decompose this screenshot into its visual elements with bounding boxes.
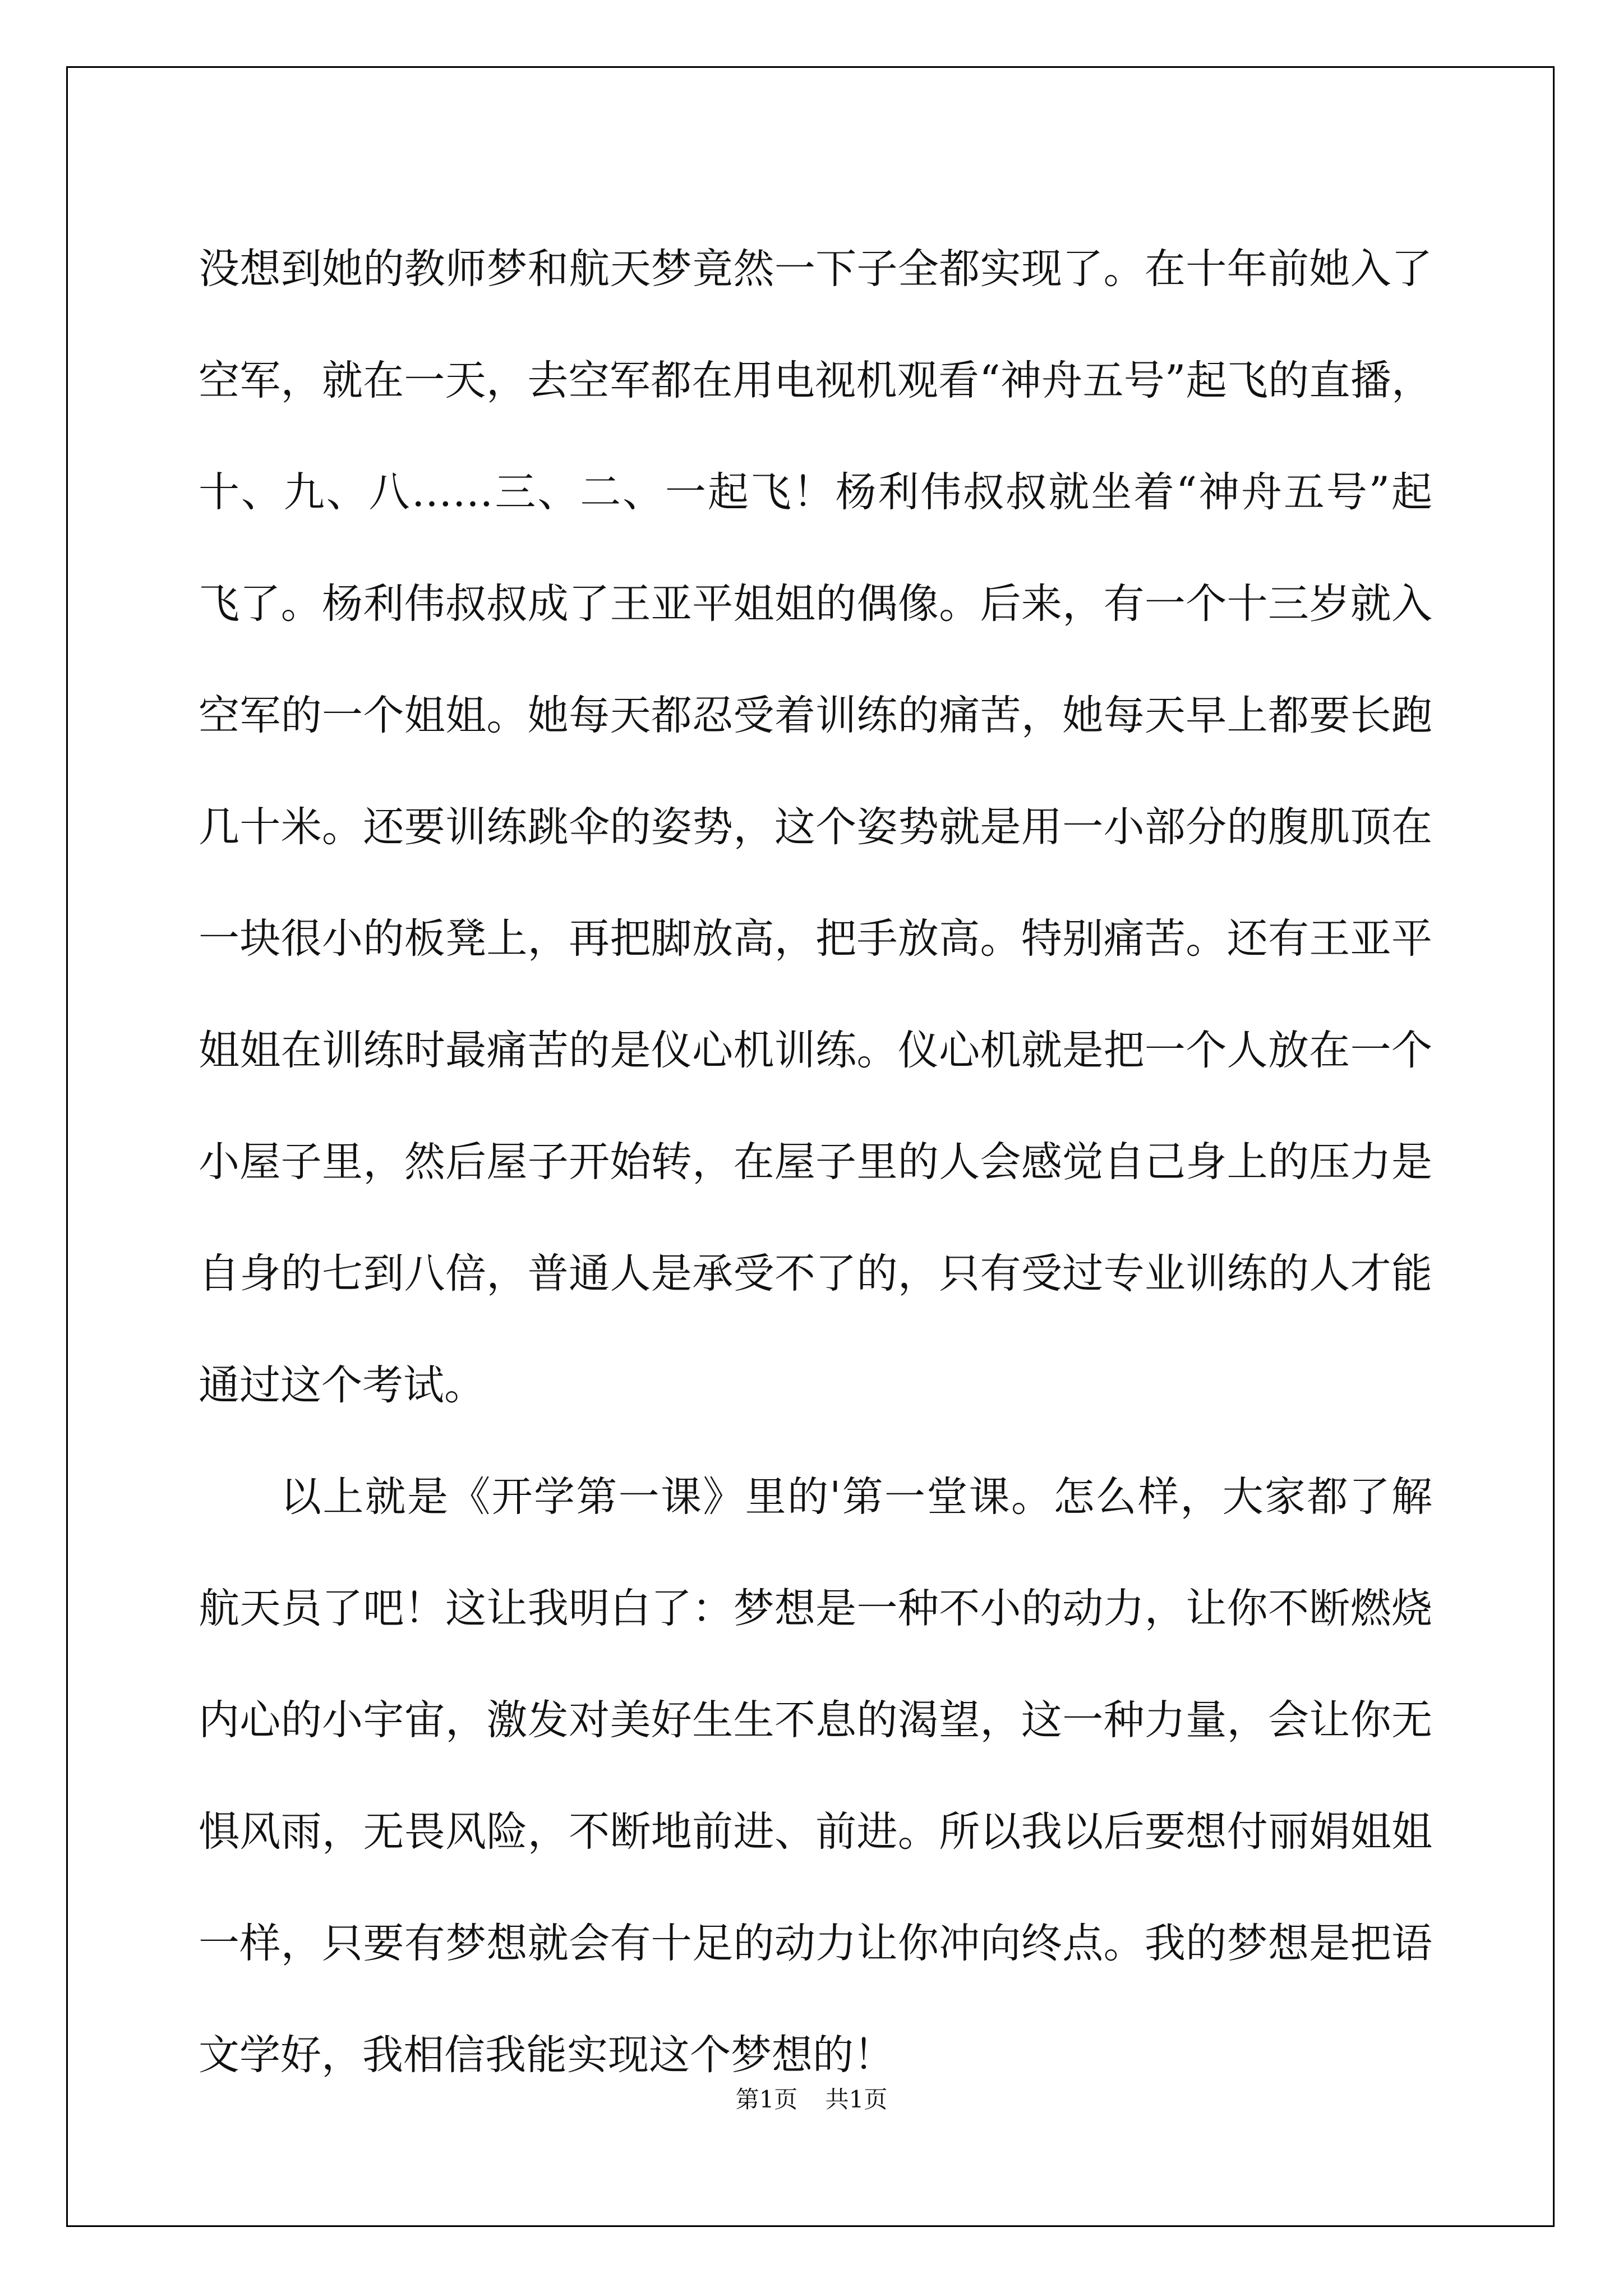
page-footer bbox=[0, 2081, 1623, 2115]
text-line: 空军，就在一天，去空军都在用电视机观看“神舟五号”起飞的直播， bbox=[199, 357, 1432, 404]
text-line: 没想到她的教师梦和航天梦竟然一下子全都实现了。在十年前她入了 bbox=[199, 245, 1432, 293]
text-line: 自身的七到八倍，普通人是承受不了的，只有受过专业训练的人才能 bbox=[199, 1250, 1432, 1297]
text-line: 几十米。还要训练跳伞的姿势，这个姿势就是用一小部分的腹肌顶在 bbox=[199, 803, 1432, 851]
text-line: 内心的小宇宙，激发对美好生生不息的渴望，这一种力量，会让你无 bbox=[199, 1696, 1432, 1744]
text-line: 一样，只要有梦想就会有十足的动力让你冲向终点。我的梦想是把语 bbox=[199, 1920, 1432, 1967]
text-line: 空军的一个姐姐。她每天都忍受着训练的痛苦，她每天早上都要长跑 bbox=[199, 692, 1432, 739]
page-number: 第1页 bbox=[735, 2086, 798, 2113]
text-line: 航天员了吧！这让我明白了：梦想是一种不小的动力，让你不断燃烧 bbox=[199, 1585, 1432, 1632]
text-line: 以上就是《开学第一课》里的'第一堂课。怎么样，大家都了解 bbox=[280, 1473, 1432, 1521]
text-line: 文学好，我相信我能实现这个梦想的！ bbox=[199, 2031, 895, 2079]
paragraph-2 bbox=[199, 1441, 1432, 2111]
text-line: 通过这个考试。 bbox=[199, 1361, 485, 1409]
text-line: 惧风雨，无畏风险，不断地前进、前进。所以我以后要想付丽娟姐姐 bbox=[199, 1808, 1432, 1856]
text-line: 十、九、八……三、二、一起飞！杨利伟叔叔就坐着“神舟五号”起 bbox=[199, 468, 1432, 516]
text-line: 一块很小的板凳上，再把脚放高，把手放高。特别痛苦。还有王亚平 bbox=[199, 915, 1432, 963]
paragraph-1 bbox=[199, 213, 1432, 1441]
document-body bbox=[199, 213, 1432, 2111]
page-total: 共1页 bbox=[825, 2086, 888, 2113]
text-line: 姐姐在训练时最痛苦的是仪心机训练。仪心机就是把一个人放在一个 bbox=[199, 1027, 1432, 1074]
text-line: 飞了。杨利伟叔叔成了王亚平姐姐的偶像。后来，有一个十三岁就入 bbox=[199, 580, 1432, 628]
text-line: 小屋子里，然后屋子开始转，在屋子里的人会感觉自己身上的压力是 bbox=[199, 1138, 1432, 1186]
